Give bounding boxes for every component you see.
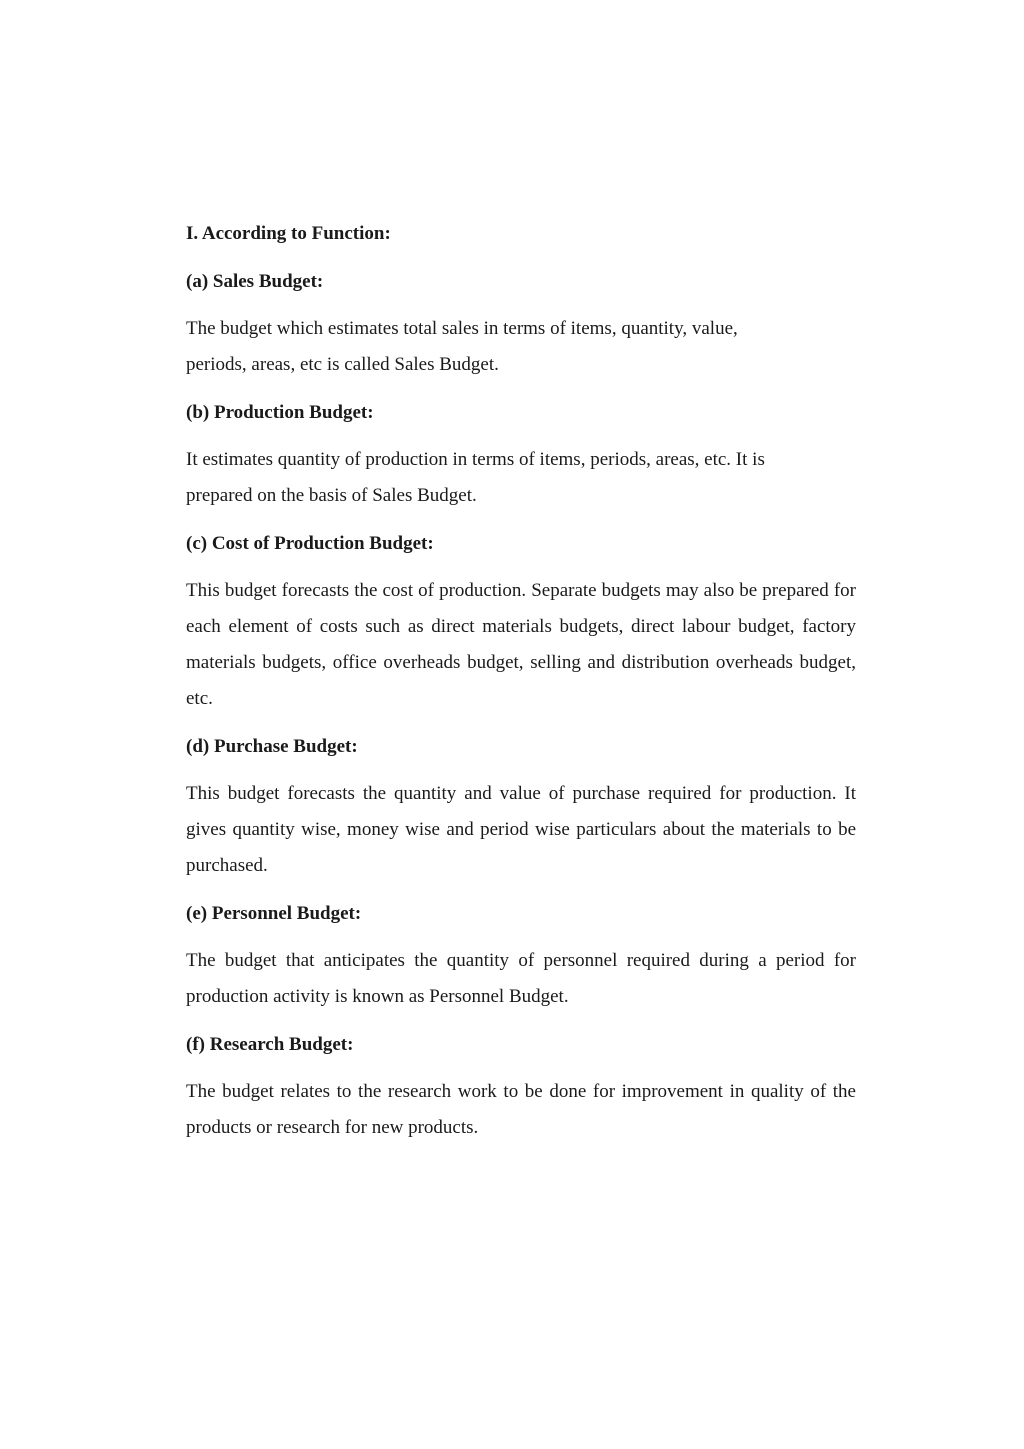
section-paragraph: The budget which estimates total sales in terms of items, quantity, value, periods, areas, etc is called Sales Budget. — [186, 318, 738, 375]
section-title: (e) Personnel Budget: — [186, 903, 362, 924]
section-paragraph: This budget forecasts the cost of production. Separate budgets may also be prepared for each element of costs such as direct materials budgets, direct labour budget, factory materials budgets, office overheads budget, selling and distribution overheads budget, etc. — [186, 580, 856, 709]
main-heading: I. According to Function: — [186, 223, 391, 244]
section-research-budget — [186, 1031, 856, 1146]
section-title: (a) Sales Budget: — [186, 271, 324, 292]
section-purchase-budget — [186, 733, 856, 884]
section-title: (f) Research Budget: — [186, 1034, 354, 1055]
document-page — [186, 220, 856, 1162]
section-title: (b) Production Budget: — [186, 402, 374, 423]
section-title: (c) Cost of Production Budget: — [186, 533, 434, 554]
section-title: (d) Purchase Budget: — [186, 736, 358, 757]
section-sales-budget — [186, 268, 856, 383]
section-production-budget — [186, 399, 856, 514]
section-paragraph: This budget forecasts the quantity and value of purchase required for production. It gives quantity wise, money wise and period wise particulars about the materials to be purchased. — [186, 783, 856, 876]
section-paragraph: It estimates quantity of production in terms of items, periods, areas, etc. It is prepared on the basis of Sales Budget. — [186, 449, 765, 506]
section-cost-of-production-budget — [186, 530, 856, 717]
section-paragraph: The budget that anticipates the quantity of personnel required during a period for production activity is known as Personnel Budget. — [186, 950, 856, 1007]
section-paragraph: The budget relates to the research work to be done for improvement in quality of the products or research for new products. — [186, 1081, 856, 1138]
section-personnel-budget — [186, 900, 856, 1015]
